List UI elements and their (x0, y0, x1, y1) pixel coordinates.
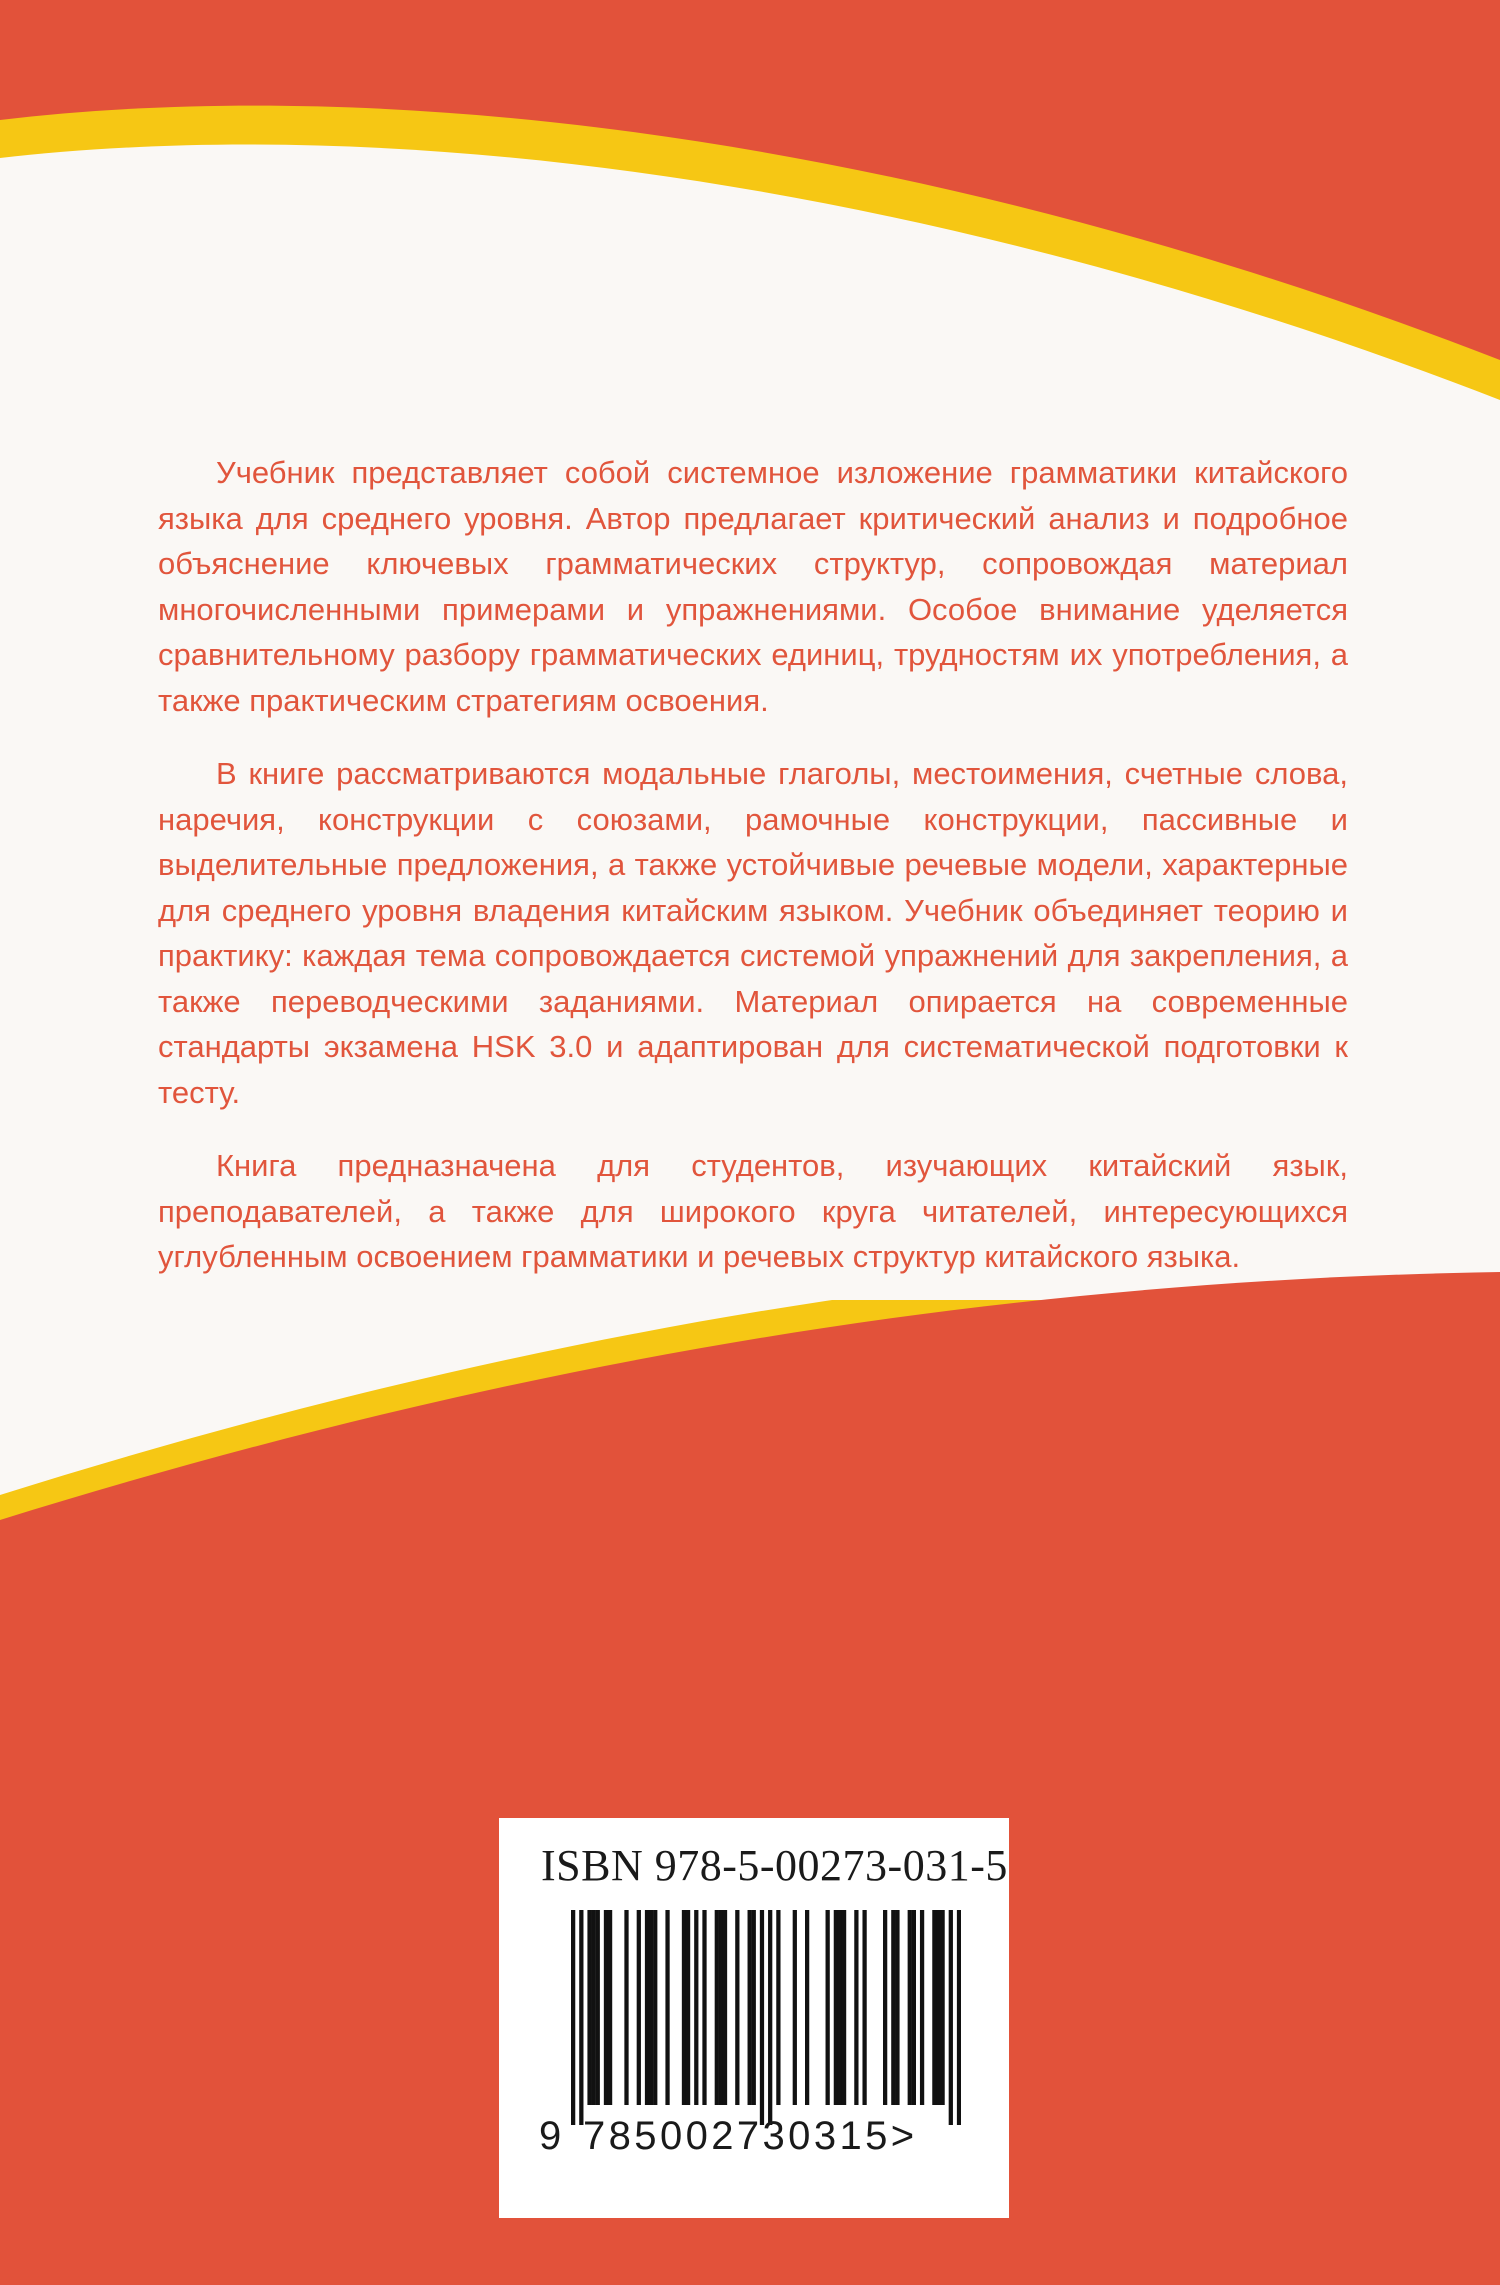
barcode-bar (940, 1910, 944, 2105)
barcode-first-digit: 9 (539, 2114, 563, 2158)
barcode-number: 785002730315 (583, 2114, 891, 2158)
description-paragraph-1: Учебник представляет собой системное изложение грамматики китайского языка для среднего уровня. Автор предлагает критический анализ и подробное объяснение ключевых грамматических структур, сопровождая материал многочисленными примерами и упражнениями. Особое внимание уделяется сравнительному разбору грамматических единиц, трудностям их употребления, а также практическим стратегиям освоения. (158, 455, 1348, 718)
barcode-bar (596, 1910, 600, 2105)
barcode-bar (793, 1910, 797, 2105)
barcode-bar (920, 1910, 924, 2105)
barcode-bar (834, 1910, 838, 2105)
barcode-bar (682, 1910, 686, 2105)
barcode-bar (579, 1910, 583, 2125)
barcode-bar (694, 1910, 698, 2105)
barcode-bar (912, 1910, 916, 2105)
barcode-bar (842, 1910, 846, 2105)
barcode-bar (883, 1910, 887, 2105)
barcode-bar (571, 1910, 575, 2125)
barcode-bar (723, 1910, 727, 2105)
description-paragraph-3: Книга предназначена для студентов, изучающих китайский язык, преподавателей, а также для широкого круга читателей, интересующихся углубленным освоением грамматики и речевых структур китайского языка. (158, 1148, 1348, 1274)
barcode-bar (932, 1910, 936, 2105)
barcode-bar (649, 1910, 653, 2105)
barcode-bar (587, 1910, 591, 2105)
barcode-bar (862, 1910, 866, 2105)
barcode-bar (715, 1910, 719, 2105)
barcode-bar (604, 1910, 608, 2105)
barcode-bar (776, 1910, 780, 2105)
barcode-bar (608, 1910, 612, 2105)
description-paragraph-2: В книге рассматриваются модальные глаголы, местоимения, счетные слова, наречия, конструкции с союзами, рамочные конструкции, пассивные и выделительные предложения, а также устойчивые речевые модели, характерные для среднего уровня владения китайским языком. Учебник объединяет теорию и практику: каждая тема сопровождается системой упражнений для закрепления, а также переводческими заданиями. Материал опирается на современные стандарты экзамена HSK 3.0 и адаптирован для систематической подготовки к тесту. (158, 756, 1348, 1110)
barcode-bar (838, 1910, 842, 2105)
barcode-bar (624, 1910, 628, 2105)
barcode-bar (592, 1910, 596, 2105)
barcode-bar (748, 1910, 752, 2105)
isbn-barcode-panel (499, 1818, 1009, 2218)
barcode-bar (908, 1910, 912, 2105)
barcode-bar (854, 1910, 858, 2105)
barcode-bar (957, 1910, 961, 2125)
barcode-bar (702, 1910, 706, 2105)
barcode-bar (805, 1910, 809, 2105)
barcode-bar (665, 1910, 669, 2105)
barcode-bar (645, 1910, 649, 2105)
barcode-bar (686, 1910, 690, 2105)
book-description (158, 450, 1348, 1308)
barcode-bar (719, 1910, 723, 2105)
isbn-label: ISBN 978-5-00273-031-5 (541, 1841, 1008, 1890)
barcode-bar (760, 1910, 764, 2125)
barcode-bar (936, 1910, 940, 2105)
barcode-bar (637, 1910, 641, 2105)
barcode-bar (752, 1910, 756, 2105)
barcode-end-mark: > (890, 2114, 916, 2158)
barcode-bar (949, 1910, 953, 2125)
barcode-bar (735, 1910, 739, 2105)
barcode-bar (895, 1910, 899, 2105)
barcode-bar (768, 1910, 772, 2125)
barcode-bar (891, 1910, 895, 2105)
barcode-bar (653, 1910, 657, 2105)
barcode (571, 1910, 961, 2125)
barcode-bar (826, 1910, 830, 2105)
barcode-digits (539, 2114, 915, 2159)
